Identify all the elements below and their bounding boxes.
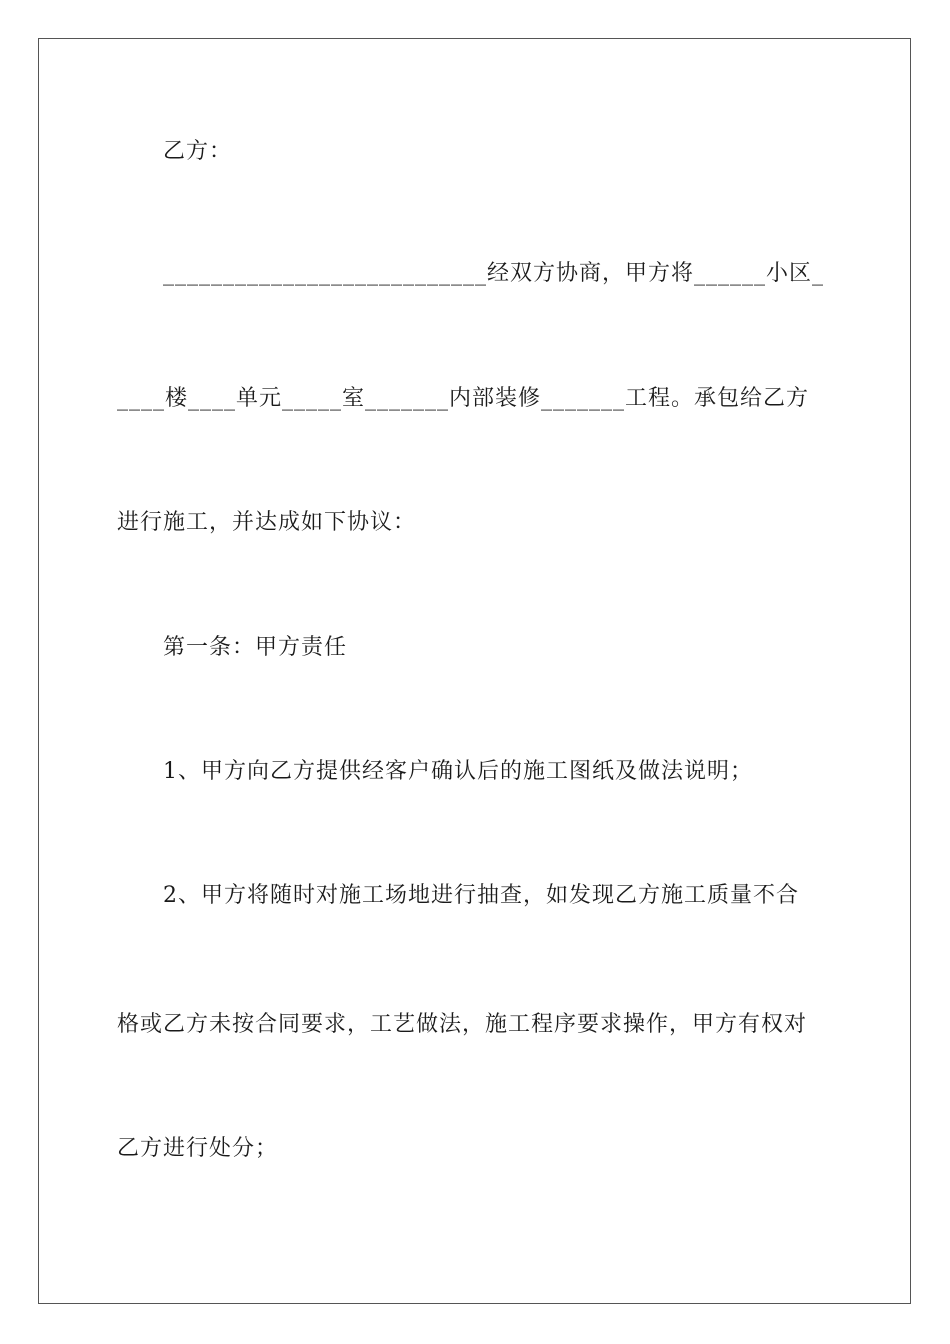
article-1-item-2-line-1: 2、甲方将随时对施工场地进行抽查，如发现乙方施工质量不合 <box>163 883 799 908</box>
article-1-item-1: 1、甲方向乙方提供经客户确认后的施工图纸及做法说明； <box>163 759 753 784</box>
article-1-title: 第一条：甲方责任 <box>163 635 348 660</box>
article-1-item-2-line-2: 格或乙方未按合同要求，工艺做法，施工程序要求操作，甲方有权对 <box>117 1012 808 1037</box>
agreement-intro-line-1: ___________________________经双方协商，甲方将______小区_ <box>163 261 825 286</box>
agreement-intro-line-2: ____楼____单元_____室_______内部装修_______工程。承包给乙方 <box>117 386 810 411</box>
article-1-item-2-line-3: 乙方进行处分； <box>117 1136 279 1161</box>
page-frame <box>38 38 911 1304</box>
agreement-intro-line-3: 进行施工，并达成如下协议： <box>117 510 417 535</box>
party-b-label: 乙方： <box>163 139 233 164</box>
